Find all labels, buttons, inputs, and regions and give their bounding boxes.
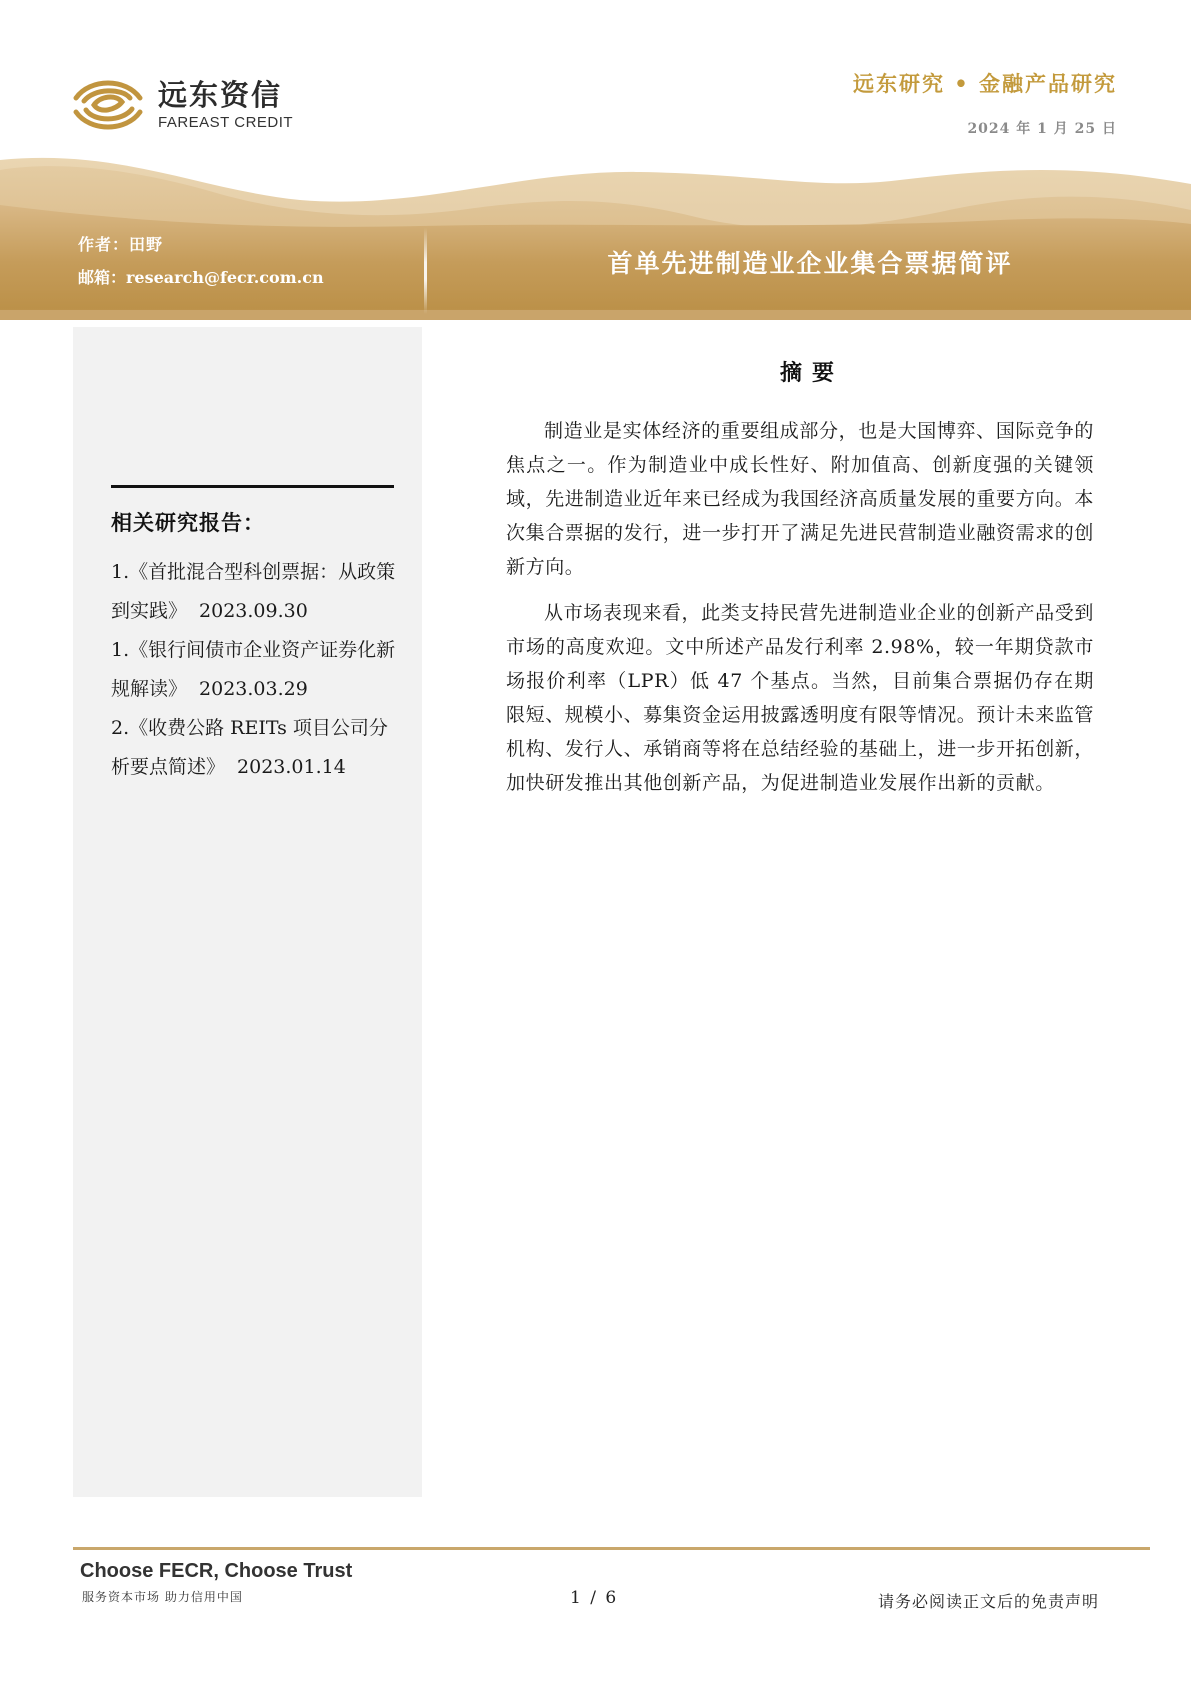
related-report-title: 1.《首批混合型科创票据：从政策到实践》 (111, 561, 396, 622)
related-report-date: 2023.03.29 (199, 678, 308, 700)
wave-background (0, 150, 1191, 320)
report-date: 2024 年 1 月 25 日 (967, 121, 1117, 137)
abstract-paragraph: 从市场表现来看，此类支持民营先进制造业企业的创新产品受到市场的高度欢迎。文中所述产品发行利率 2.98%，较一年期贷款市场报价利率（LPR）低 47 个基点。当然，目前集合票据仍存在期限短、规模小、募集资金运用披露透明度有限等情况。预计未来监管机构、发行人、承销商等将在总结经验的基础上，进一步开拓创新，加快研发推出其他创新产品，为促进制造业发展作出新的贡献。 (506, 602, 1095, 794)
related-reports-list (111, 553, 401, 787)
related-report-item[interactable] (111, 553, 401, 631)
company-logo (70, 74, 310, 136)
logo-name-cn: 远东资信 (158, 78, 283, 112)
related-reports-heading: 相关研究报告： (111, 510, 265, 535)
related-report-date: 2023.09.30 (199, 600, 308, 622)
disclaimer-notice: 请务必阅读正文后的免责声明 (877, 1592, 1099, 1611)
abstract-heading: 摘要 (779, 360, 844, 386)
related-report-item[interactable] (111, 631, 401, 709)
fareast-eye-logo-icon (70, 74, 146, 136)
abstract-paragraph: 制造业是实体经济的重要组成部分，也是大国博弈、国际竞争的焦点之一。作为制造业中成长性好、附加值高、创新度强的关键领域，先进制造业近年来已经成为我国经济高质量发展的重要方向。本次集合票据的发行，进一步打开了满足先进民营制造业融资需求的创新方向。 (506, 420, 1095, 578)
author: 作者：田野 (78, 235, 164, 254)
report-title: 首单先进制造业企业集合票据简评 (607, 249, 1013, 278)
title-banner (0, 150, 1191, 320)
related-report-date: 2023.01.14 (237, 756, 346, 778)
related-reports-sidebar (73, 327, 422, 1497)
related-report-title: 1.《银行间债市企业资产证券化新规解读》 (111, 639, 396, 700)
banner-divider (424, 228, 427, 314)
logo-name-en: FAREAST CREDIT (158, 114, 294, 131)
footer-sub-slogan: 服务资本市场 助力信用中国 (82, 1590, 243, 1604)
footer-slogan: Choose FECR, Choose Trust (80, 1560, 353, 1582)
sidebar-divider (111, 485, 394, 488)
abstract-body (506, 414, 1094, 812)
footer-divider (73, 1547, 1150, 1550)
related-report-item[interactable] (111, 709, 401, 787)
report-series: 远东研究 • 金融产品研究 (852, 71, 1117, 96)
author-email: 邮箱：research@fecr.com.cn (78, 268, 324, 287)
related-report-title: 2.《收费公路 REITs 项目公司分析要点简述》 (111, 717, 388, 778)
page-number: 1 / 6 (570, 1588, 619, 1608)
